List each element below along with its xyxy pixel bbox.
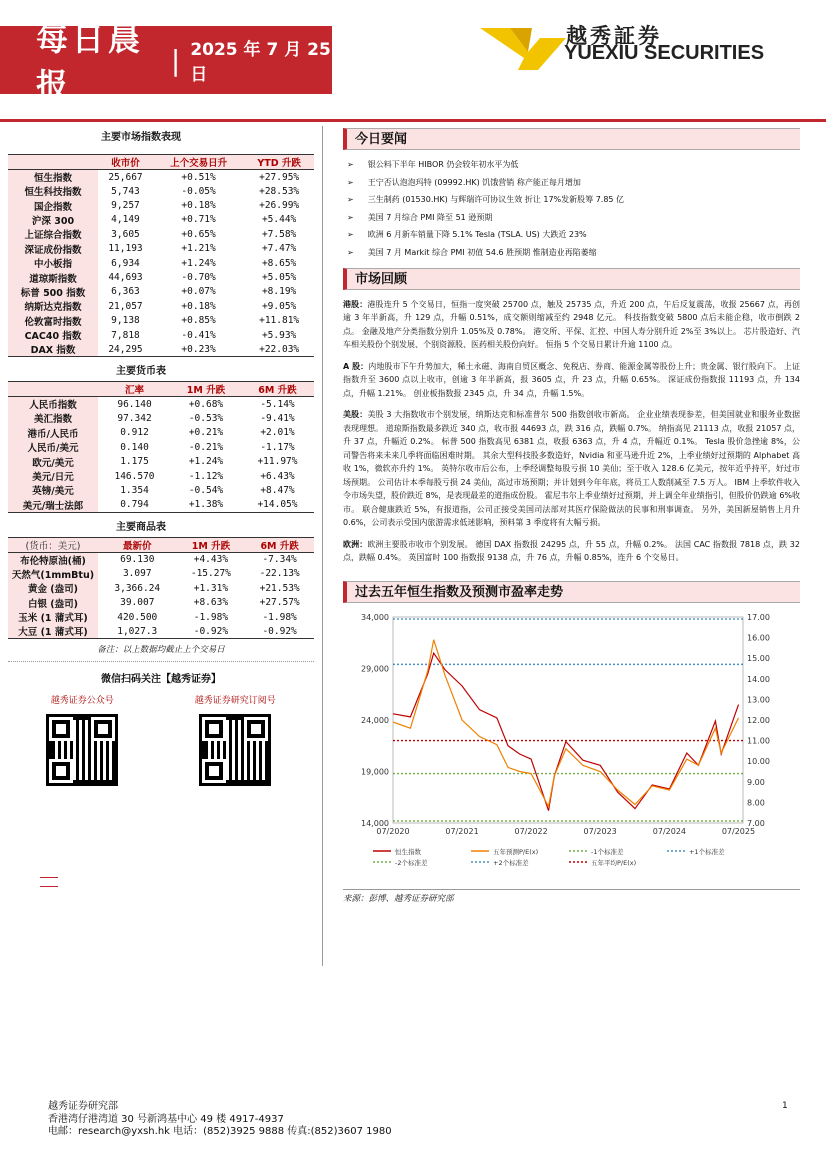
y-right-tick-label: 10.00 [747, 756, 770, 766]
cell-value: -0.21% [188, 441, 224, 453]
cell-value: +5.05% [261, 272, 297, 284]
cell-value: +11.81% [259, 315, 300, 327]
row-label: 白银 (盎司) [8, 595, 98, 609]
cell-value: +8.19% [261, 286, 297, 298]
news-item[interactable]: ➢ 欧洲 6 月新车销量下降 5.1% Tesla (TSLA. US) 大跌近 23% [347, 226, 800, 244]
cell-value: 0.912 [120, 427, 149, 439]
column-header: YTD 升跌 [244, 155, 314, 170]
table-row [8, 242, 314, 256]
review-eu [343, 538, 800, 565]
y-left-tick-label: 29,000 [361, 664, 389, 674]
news-item[interactable]: ➢ 三生制药 (01530.HK) 与辉瑞许可协议生效 折让 17%发新股筹 7.85 亿 [347, 191, 800, 209]
cell-value: +1.31% [193, 582, 229, 594]
cell-value: -5.14% [260, 398, 295, 410]
qr-research[interactable] [195, 693, 276, 786]
market-review-heading: 市场回顾 [343, 268, 800, 290]
table-row [8, 426, 314, 440]
row-label: 恒生科技指数 [8, 184, 98, 198]
review-us [343, 408, 800, 530]
column-header: 最新价 [98, 537, 177, 552]
row-label: 天然气(1mmBtu) [8, 567, 98, 581]
x-tick-label: 07/2020 [376, 826, 410, 836]
cell-value: 1,027.3 [98, 624, 177, 639]
cell-value: 96.140 [117, 398, 152, 410]
row-label: CAC40 指数 [8, 328, 98, 342]
legend-label: 恒生指数 [395, 847, 421, 856]
fx-table [8, 381, 314, 512]
table-row [8, 624, 314, 639]
table-row [8, 342, 314, 357]
cell-value: +26.99% [259, 200, 300, 212]
yuexiu-logo [480, 18, 790, 76]
table-row [8, 397, 314, 412]
index-table [8, 154, 314, 357]
title-banner [0, 20, 332, 104]
page-number: 1 [782, 1101, 788, 1111]
series-line [393, 653, 739, 811]
review-hk-text: 港股连升 5 个交易日，恒指一度突破 25700 点，触及 25735 点，升近 200 点，午后反复震荡，收报 25667 点，再创逾 3 年半新高，升 129 点，升幅 0.51%，成交额则缩减至约 2948 亿元。 科技指数变破 5800 点后未能企稳，收市倒跌 2 点。 金融及地产分类指数分别升 1.05%及 0.78%。 港交所、平保、汇控、中国人寿分别升近 2%至 3%以上。 芯片股造好、汽车相关股份个别发展、个别资源股、医药相关股份向好。 恒指 5 个交易日累计升逾 1100 点。 [343, 299, 801, 350]
qr-official-label: 越秀证券公众号 [50, 696, 114, 707]
cell-value: 3,605 [111, 228, 140, 240]
table-row [8, 454, 314, 468]
qr-official[interactable] [46, 693, 118, 786]
cell-value: +0.18% [181, 200, 216, 212]
cell-value: +0.18% [181, 300, 216, 312]
table-row [8, 552, 314, 567]
row-label: 人民币/美元 [8, 440, 98, 454]
cell-value: +5.93% [261, 329, 297, 341]
cell-value: +8.63% [193, 597, 229, 609]
title-separator: | [170, 43, 181, 77]
y-right-tick-label: 17.00 [747, 612, 770, 622]
cell-value: -1.98% [193, 611, 229, 623]
cell-value: 0.140 [120, 441, 149, 453]
cell-value: +8.47% [260, 484, 295, 496]
legend-label: 五年平均P/E(x) [591, 858, 637, 867]
qr-heading: 微信扫码关注【越秀证券】 [8, 661, 314, 685]
table-row [8, 314, 314, 328]
cell-value: -7.34% [262, 554, 297, 566]
column-header: 上个交易日升 [153, 155, 244, 170]
row-label: 道琼斯指数 [8, 270, 98, 284]
y-right-tick-label: 15.00 [747, 653, 770, 663]
table-row [8, 411, 314, 425]
row-label: 布伦特原油(桶) [8, 552, 98, 567]
row-label: 黄金 (盎司) [8, 581, 98, 595]
cell-value: 24,295 [98, 342, 153, 357]
review-a [343, 360, 800, 401]
cell-value: 9,138 [111, 315, 140, 327]
cell-value: +6.43% [260, 470, 295, 482]
cell-value: 21,057 [108, 300, 143, 312]
table-row [8, 256, 314, 270]
cell-value: 44,693 [108, 272, 143, 284]
y-right-tick-label: 11.00 [747, 736, 770, 746]
cell-value: -22.13% [259, 568, 300, 580]
cell-value: 3,366.24 [114, 582, 161, 594]
table-row [8, 170, 314, 185]
y-right-tick-label: 14.00 [747, 674, 770, 684]
cell-value: +27.57% [259, 597, 300, 609]
cell-value: +21.53% [259, 582, 300, 594]
cell-value: +9.05% [261, 300, 297, 312]
row-label: 港币/人民币 [8, 426, 98, 440]
cell-value: +1.24% [188, 456, 224, 468]
x-tick-label: 07/2024 [652, 826, 687, 836]
table-row [8, 483, 314, 497]
column-divider [322, 126, 323, 966]
cell-value: +5.44% [261, 214, 297, 226]
cell-value: -0.92% [245, 624, 314, 639]
cell-value: +1.21% [181, 243, 216, 255]
y-right-tick-label: 16.00 [747, 633, 770, 643]
x-tick-label: 07/2023 [583, 826, 617, 836]
cell-value: +4.43% [193, 554, 229, 566]
index-table-title: 主要市场指数表现 [101, 132, 181, 143]
footer [48, 1101, 392, 1139]
cell-value: -0.53% [188, 412, 224, 424]
legend-label: -2个标准差 [395, 858, 428, 867]
cell-value: +0.07% [181, 286, 216, 298]
table-row [8, 469, 314, 483]
table-row [8, 184, 314, 198]
row-label: 标普 500 指数 [8, 285, 98, 299]
y-left-tick-label: 34,000 [361, 612, 389, 622]
hsi-pe-chart [343, 603, 800, 881]
y-left-tick-label: 24,000 [361, 715, 389, 725]
legend-label: 五年预测P/E(x) [493, 847, 539, 856]
x-tick-label: 07/2022 [514, 826, 548, 836]
table-row [8, 581, 314, 595]
cell-value: -0.70% [181, 272, 216, 284]
commodity-table-title: 主要商品表 [116, 521, 166, 533]
column-header: 6M 升跌 [241, 382, 314, 397]
column-header: 6M 升跌 [245, 537, 314, 552]
column-header: (货币：美元) [8, 537, 98, 552]
report-date: 2025 年 7 月 25 日 [190, 40, 331, 85]
chart-source: 来源：彭博、越秀证券研究部 [343, 889, 800, 904]
table-row [8, 270, 314, 284]
cell-value: -9.41% [260, 412, 295, 424]
row-label: 美汇指数 [8, 411, 98, 425]
cell-value: 6,934 [111, 257, 140, 269]
column-header: 收市价 [98, 155, 153, 170]
row-label: 沪深 300 [8, 213, 98, 227]
report-title: 每日晨报 [36, 20, 145, 104]
right-column [343, 128, 800, 904]
table-row [8, 299, 314, 313]
y-right-tick-label: 9.00 [747, 777, 765, 787]
cell-value: +0.65% [181, 228, 216, 240]
cell-value: +0.21% [188, 427, 224, 439]
plot-frame [393, 617, 743, 823]
cell-value: 5,743 [111, 185, 140, 197]
cell-value: -0.92% [177, 624, 246, 639]
cell-value: +0.51% [181, 171, 216, 183]
cell-value: 39.007 [120, 597, 155, 609]
cell-value: 7,818 [111, 329, 140, 341]
review-a-text: 内地股市下午升势加大，稀土永磁、海南自贸区概念、免税店、券商、能源金属等股份上升；贵金属、银行股向下。 上证指数升至 3600 点以上收市，创逾 3 年半新高，报 3605 点，升 23 点，升幅 0.65%。 深证成份指数报 11193 点，升 134 点，升幅 1.21%。 创业板指数报 2345 点，升 34 点，升幅 1.5%。 [343, 361, 800, 398]
cell-value: -15.27% [190, 568, 231, 580]
cell-value: +22.03% [244, 342, 314, 357]
table-row [8, 440, 314, 454]
column-header: 1M 升跌 [177, 537, 246, 552]
cell-value: 0.794 [98, 498, 171, 513]
cell-value: +0.71% [181, 214, 216, 226]
news-item[interactable]: ➢ 银公料下半年 HIBOR 仍会较年初水平为低 [347, 156, 800, 174]
review-us-text: 美股 3 大指数收市个别发展，纳斯达克和标准普尔 500 指数创收市新高。 企业业绩表现参差，但美国就业和服务业数据表现理想。 道琼斯指数最多跌近 340 点，收市报 44693 点，跌 316 点，跌幅 0.7%。 纳指高见 21113 点，收报 21057 点，升 37 点，升幅近 0.2%。 标普 500 指数高见 6381 点，收报 6363 点，升 4 点，升幅近 0.1%。 Tesla 股价急挫逾 8%，公司警告将来未来几季将面临困难时期。 其余大型科技股多数造好，Nvidia 和亚马逊升近 2%，上季业绩好过预期的 Alphabet 高收 1%，微软亦升约 1%。 英特尔收市后公布，上季经调整每股亏损 10 美仙；至于收入 128.6 亿美元，按年近乎持平，好过市场预期。 公司估计本季每股亏损 24 美仙，高过市场预期；并计划到今年年底，将员工人数削减至 7.5 万人。 IBM 上季软件收入令市场失望，股价跌近 8%，是表现最差的道指成份股。 霍尼韦尔上季业绩好过预期，并上调全年业绩指引，但股价仍跌逾 6%收市。 联合健康跌近 5%，有报道指，公司正接受美国司法部对其医疗保险做法的民事和刑事调查。 另外，美国新屋销售上月升 0.6%，公司表示受国内旅游需求低迷影响，预料第 3 季度将有大幅亏损。 [343, 410, 801, 528]
column-header: 1M 升跌 [171, 382, 241, 397]
cell-value: +27.95% [259, 171, 300, 183]
row-label: 英镑/美元 [8, 483, 98, 497]
legend-label: -1个标准差 [591, 847, 624, 856]
column-header [8, 382, 98, 397]
y-left-tick-label: 19,000 [361, 767, 389, 777]
cell-value: +1.38% [171, 498, 241, 513]
cell-value: 146.570 [114, 470, 155, 482]
cell-value: +28.53% [259, 185, 300, 197]
cell-value: +0.23% [153, 342, 244, 357]
row-label: 欧元/美元 [8, 454, 98, 468]
row-label: 美元/瑞士法郎 [8, 498, 98, 513]
cell-value: 1.175 [120, 456, 149, 468]
legend-label: +2个标准差 [493, 858, 529, 867]
qr-research-label: 越秀证券研究订阅号 [194, 696, 276, 707]
row-label: 深证成份指数 [8, 242, 98, 256]
qr-code-icon [46, 714, 118, 786]
row-label: 人民币指数 [8, 397, 98, 412]
y-right-tick-label: 13.00 [747, 694, 770, 704]
cell-value: +2.01% [260, 427, 295, 439]
table-row [8, 595, 314, 609]
today-news-heading: 今日要闻 [343, 128, 800, 150]
y-right-tick-label: 12.00 [747, 715, 770, 725]
cell-value: -0.05% [181, 185, 216, 197]
cell-value: 9,257 [111, 200, 140, 212]
cell-value: 69.130 [120, 554, 155, 566]
logo-cn: 越秀証券 [566, 24, 662, 48]
y-right-tick-label: 8.00 [747, 797, 765, 807]
header-divider [0, 119, 826, 122]
cell-value: +11.97% [257, 456, 298, 468]
review-hk [343, 298, 800, 352]
row-label: 纳斯达克指数 [8, 299, 98, 313]
row-label: 上证综合指数 [8, 227, 98, 241]
cell-value: 3.097 [122, 568, 152, 580]
review-eu-label: 欧洲： [343, 539, 368, 549]
news-item[interactable]: ➢ 美国 7 月综合 PMI 降至 51 逊预期 [347, 209, 800, 227]
table-row [8, 198, 314, 212]
review-hk-label: 港股： [343, 299, 368, 309]
row-label: 美元/日元 [8, 469, 98, 483]
cell-value: -1.98% [262, 611, 297, 623]
logo-en: YUEXIU SECURITIES [564, 42, 765, 64]
x-tick-label: 07/2021 [445, 826, 479, 836]
legend-label: +1个标准差 [689, 847, 725, 856]
table-row [8, 213, 314, 227]
y-right-tick-label: 7.00 [747, 818, 765, 828]
cell-value: -0.54% [188, 484, 224, 496]
x-tick-label: 07/2025 [721, 826, 756, 836]
cell-value: 25,667 [108, 171, 143, 183]
qr-code-icon [199, 714, 271, 786]
row-label: 中小板指 [8, 256, 98, 270]
left-column [8, 128, 314, 786]
cell-value: 420.500 [117, 611, 158, 623]
row-label: 恒生指数 [8, 170, 98, 185]
news-item[interactable]: ➢ 王宁否认泡泡玛特 (09992.HK) 饥饿营销 称产能正每月增加 [347, 174, 800, 192]
cell-value: -1.17% [260, 441, 295, 453]
logo-mark-icon [480, 18, 566, 76]
review-us-label: 美股： [343, 410, 368, 420]
cell-value: +7.58% [261, 228, 297, 240]
footer-contact: 电邮：research@yxsh.hk 电话：(852)3925 9888 传真:(852)3607 1980 [48, 1126, 392, 1137]
row-label: 大豆 (1 蒲式耳) [8, 624, 98, 639]
news-item[interactable]: ➢ 美国 7 月 Markit 综合 PMI 初值 54.6 胜预期 惟制造业再陷萎缩 [347, 244, 800, 262]
cell-value: +1.24% [181, 257, 216, 269]
table-row [8, 610, 314, 624]
red-mark [40, 886, 58, 887]
cell-value: -1.12% [188, 470, 224, 482]
column-header [8, 155, 98, 170]
cell-value: +0.68% [188, 398, 224, 410]
cell-value: 97.342 [117, 412, 152, 424]
commodity-table [8, 537, 314, 640]
table-row [8, 285, 314, 299]
cell-value: 6,363 [111, 286, 140, 298]
review-a-label: A 股： [343, 361, 369, 371]
cell-value: +7.47% [261, 243, 297, 255]
table-row [8, 227, 314, 241]
row-label: 伦敦富时指数 [8, 314, 98, 328]
footer-address: 香港湾仔港湾道 30 号新鸿基中心 49 楼 4917-4937 [48, 1113, 284, 1125]
table-row [8, 567, 314, 581]
footer-dept: 越秀证券研究部 [48, 1101, 118, 1112]
cell-value: -0.41% [181, 329, 216, 341]
chart-heading: 过去五年恒生指数及预测市盈率走势 [343, 581, 800, 603]
cell-value: 4,149 [111, 214, 140, 226]
row-label: 国企指数 [8, 198, 98, 212]
cell-value: 11,193 [108, 243, 143, 255]
fx-table-title: 主要货币表 [116, 366, 166, 378]
table-row [8, 328, 314, 342]
cell-value: +14.05% [241, 498, 314, 513]
column-header: 汇率 [98, 382, 171, 397]
news-list [347, 156, 800, 262]
table-row [8, 498, 314, 513]
cell-value: 1.354 [120, 484, 149, 496]
cell-value: +8.65% [261, 257, 297, 269]
red-mark [40, 877, 58, 878]
table-note: 备注：以上数据均截止上个交易日 [97, 645, 225, 656]
review-eu-text: 欧洲主要股市收市个别发展。 德国 DAX 指数报 24295 点，升 55 点，升幅 0.2%。 法国 CAC 指数报 7818 点，跌 32 点，跌幅 0.4%。 英国富时 100 指数报 9138 点，升 76 点，升幅 0.85%，连升 6 个交易日。 [343, 539, 800, 563]
cell-value: +0.85% [181, 315, 216, 327]
row-label: DAX 指数 [8, 342, 98, 357]
row-label: 玉米 (1 蒲式耳) [8, 610, 98, 624]
y-left-tick-label: 14,000 [361, 818, 389, 828]
